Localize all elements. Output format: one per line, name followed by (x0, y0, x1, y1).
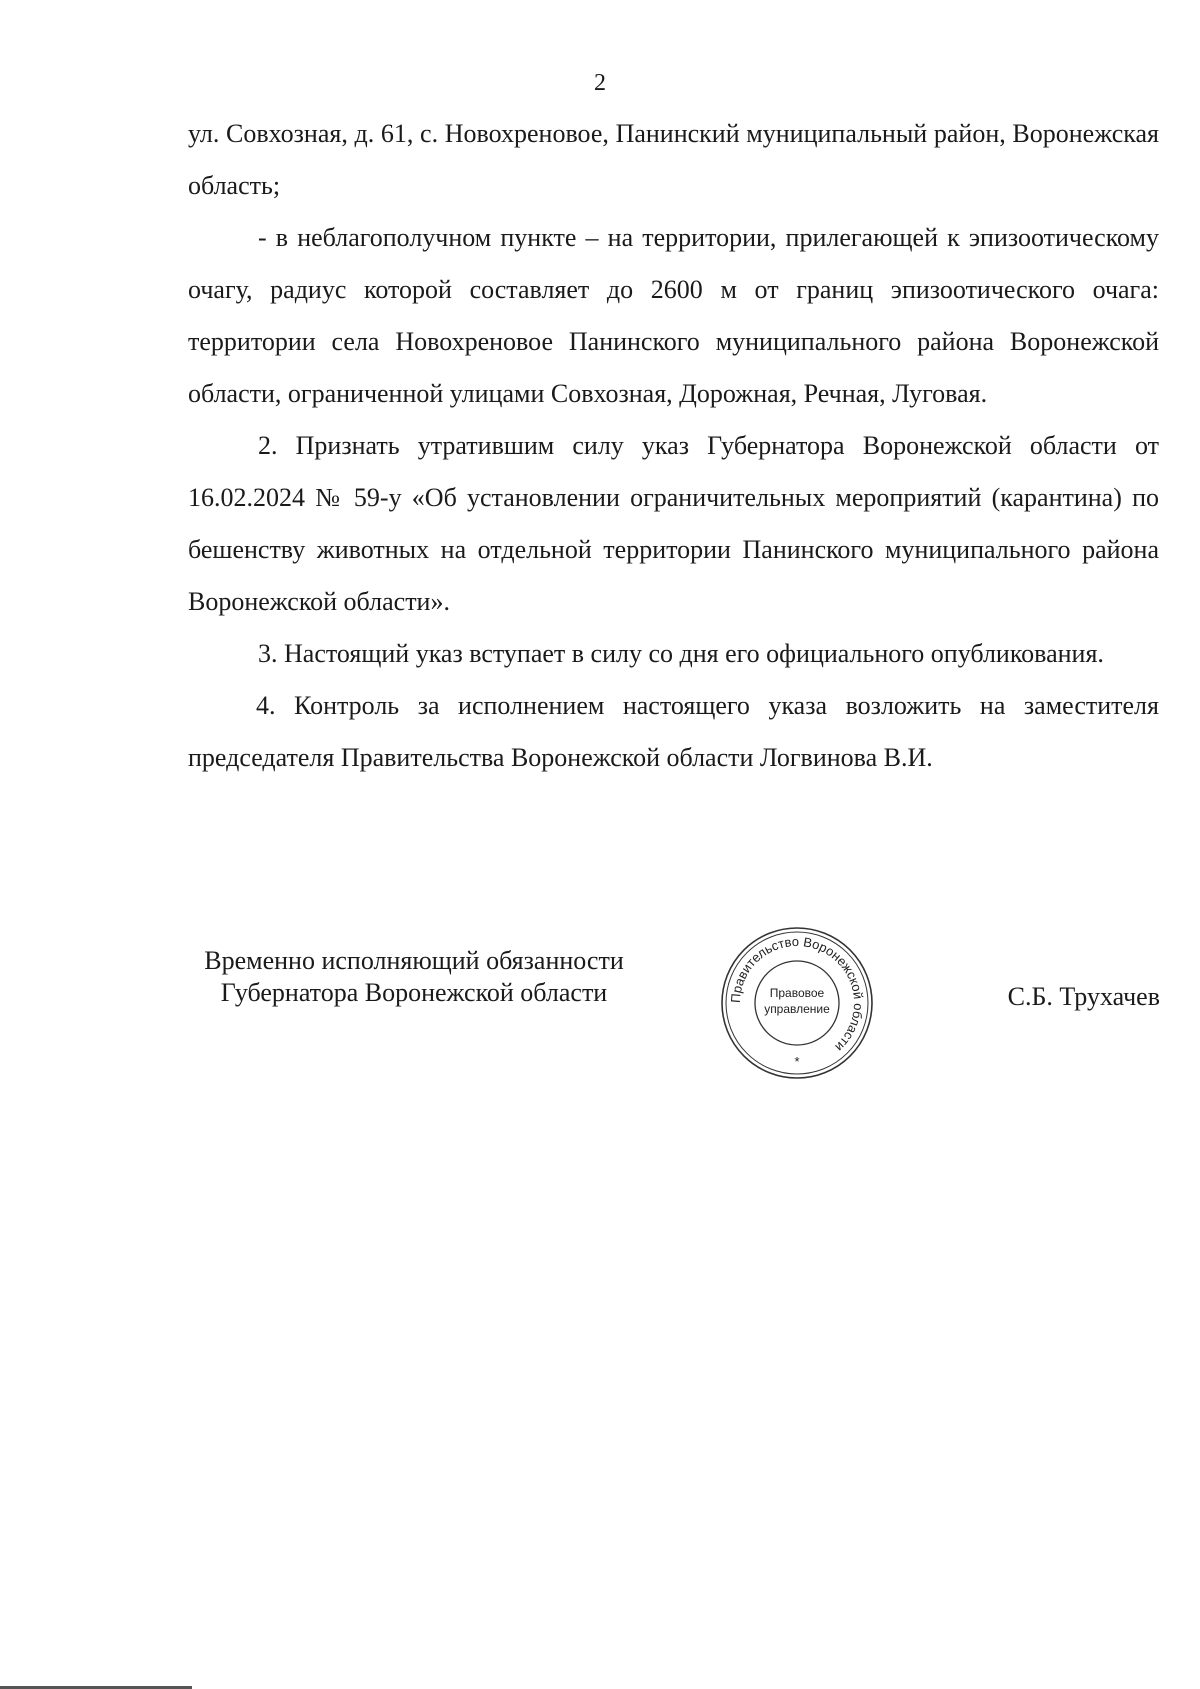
paragraph-item-3: 3. Настоящий указ вступает в силу со дня его официального опубликования. (258, 639, 1104, 668)
signatory-name: С.Б. Трухачев (1007, 982, 1160, 1011)
paragraph-unfavorable-point: - в неблагополучном пункте – на территории, прилегающей к эпизоотическому очагу, радиус которой составляет до 2600 м от границ эпизоотического очага: территории села Новохреновое Панинского муниципального района Воронежской области, ограниченной улицами Совхозная, Дорожная, Речная, Луговая. (188, 223, 1159, 408)
signatory-position-line2: Губернатора Воронежской области (220, 978, 608, 1007)
signatory-position (186, 945, 642, 1009)
stamp-center-line2: управление (764, 1002, 830, 1016)
paragraph-address: ул. Совхозная, д. 61, с. Новохреновое, Панинский муниципальный район, Воронежская область; (188, 119, 1159, 200)
paragraph-item-4: 4. Контроль за исполнением настоящего указа возложить на заместителя председателя Правительства Воронежской области Логвинова В.И. (188, 691, 1159, 772)
paragraph-item-2: 2. Признать утратившим силу указ Губернатора Воронежской области от 16.02.2024 № 59-у «Об установлении ограничительных мероприятий (карантина) по бешенству животных на отдельной территории Панинского муниципального района Воронежской области». (188, 431, 1159, 616)
stamp-center-line1: Правовое (769, 986, 825, 1000)
document-body (188, 108, 1159, 784)
stamp-star: * (794, 1054, 800, 1069)
page-number: 2 (594, 70, 606, 96)
official-stamp (719, 925, 875, 1081)
signatory-position-line1: Временно исполняющий обязанности (204, 946, 624, 975)
stamp-ring-text: Правительство Воронежской области (727, 933, 867, 1055)
